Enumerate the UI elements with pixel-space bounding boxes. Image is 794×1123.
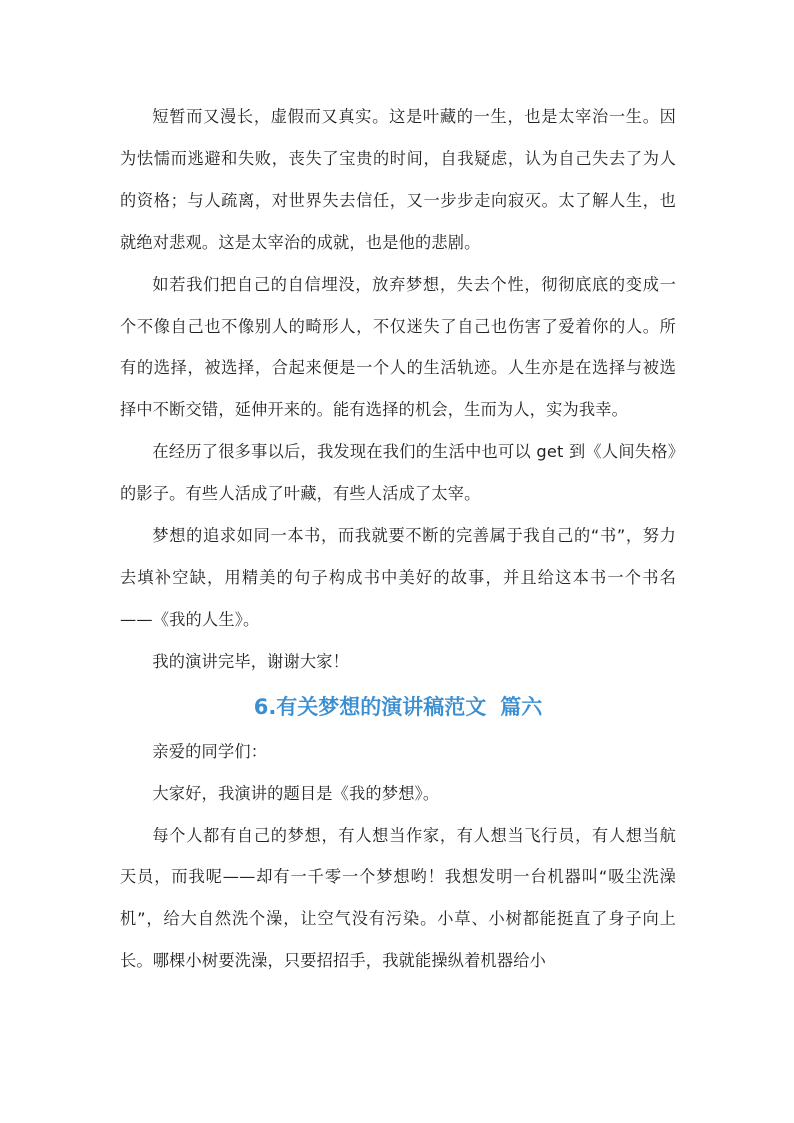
- section-heading: [120, 683, 676, 731]
- paragraph-ye-zang-life: 短暂而又漫长，虚假而又真实。这是叶藏的一生，也是太宰治一生。因为怯懦而逃避和失败，丧失了宝贵的时间，自我疑虑，认为自己失去了为人的资格；与人疏离，对世界失去信任，又一步步走向寂灭。太了解人生，也就绝对悲观。这是太宰治的成就，也是他的悲剧。: [120, 107, 676, 252]
- paragraph-closing: 我的演讲完毕，谢谢大家！: [152, 651, 350, 671]
- paragraph-no-longer-human: 在经历了很多事以后，我发现在我们的生活中也可以 get 到《人间失格》的影子。有些人活成了叶藏，有些人活成了太宰。: [120, 442, 676, 504]
- paragraph-greeting: 亲爱的同学们：: [152, 741, 268, 761]
- section-heading-title: 6.有关梦想的演讲稿范文: [253, 694, 487, 719]
- document-page: [120, 96, 676, 982]
- section-heading-part: 篇六: [500, 694, 543, 719]
- paragraph-dreams: 每个人都有自己的梦想，有人想当作家，有人想当飞行员，有人想当航天员，而我呢——却有一千零一个梦想哟！我想发明一台机器叫“吸尘洗澡机”，给大自然洗个澡，让空气没有污染。小草、小树都能挺直了身子向上长。哪棵小树要洗澡，只要招招手，我就能操纵着机器给小: [120, 825, 676, 971]
- paragraph-lost-self: 如若我们把自己的自信埋没，放弃梦想，失去个性，彻彻底底的变成一个不像自己也不像别人的畸形人，不仅迷失了自己也伤害了爱着你的人。所有的选择，被选择，合起来便是一个人的生活轨迹。人生亦是在选择与被选择中不断交错，延伸开来的。能有选择的机会，生而为人，实为我幸。: [120, 274, 676, 420]
- paragraph-dream-book: 梦想的追求如同一本书，而我就要不断的完善属于我自己的“书”，努力去填补空缺，用精美的句子构成书中美好的故事，并且给这本书一个书名——《我的人生》。: [120, 526, 676, 629]
- paragraph-speech-topic: 大家好，我演讲的题目是《我的梦想》。: [152, 783, 440, 803]
